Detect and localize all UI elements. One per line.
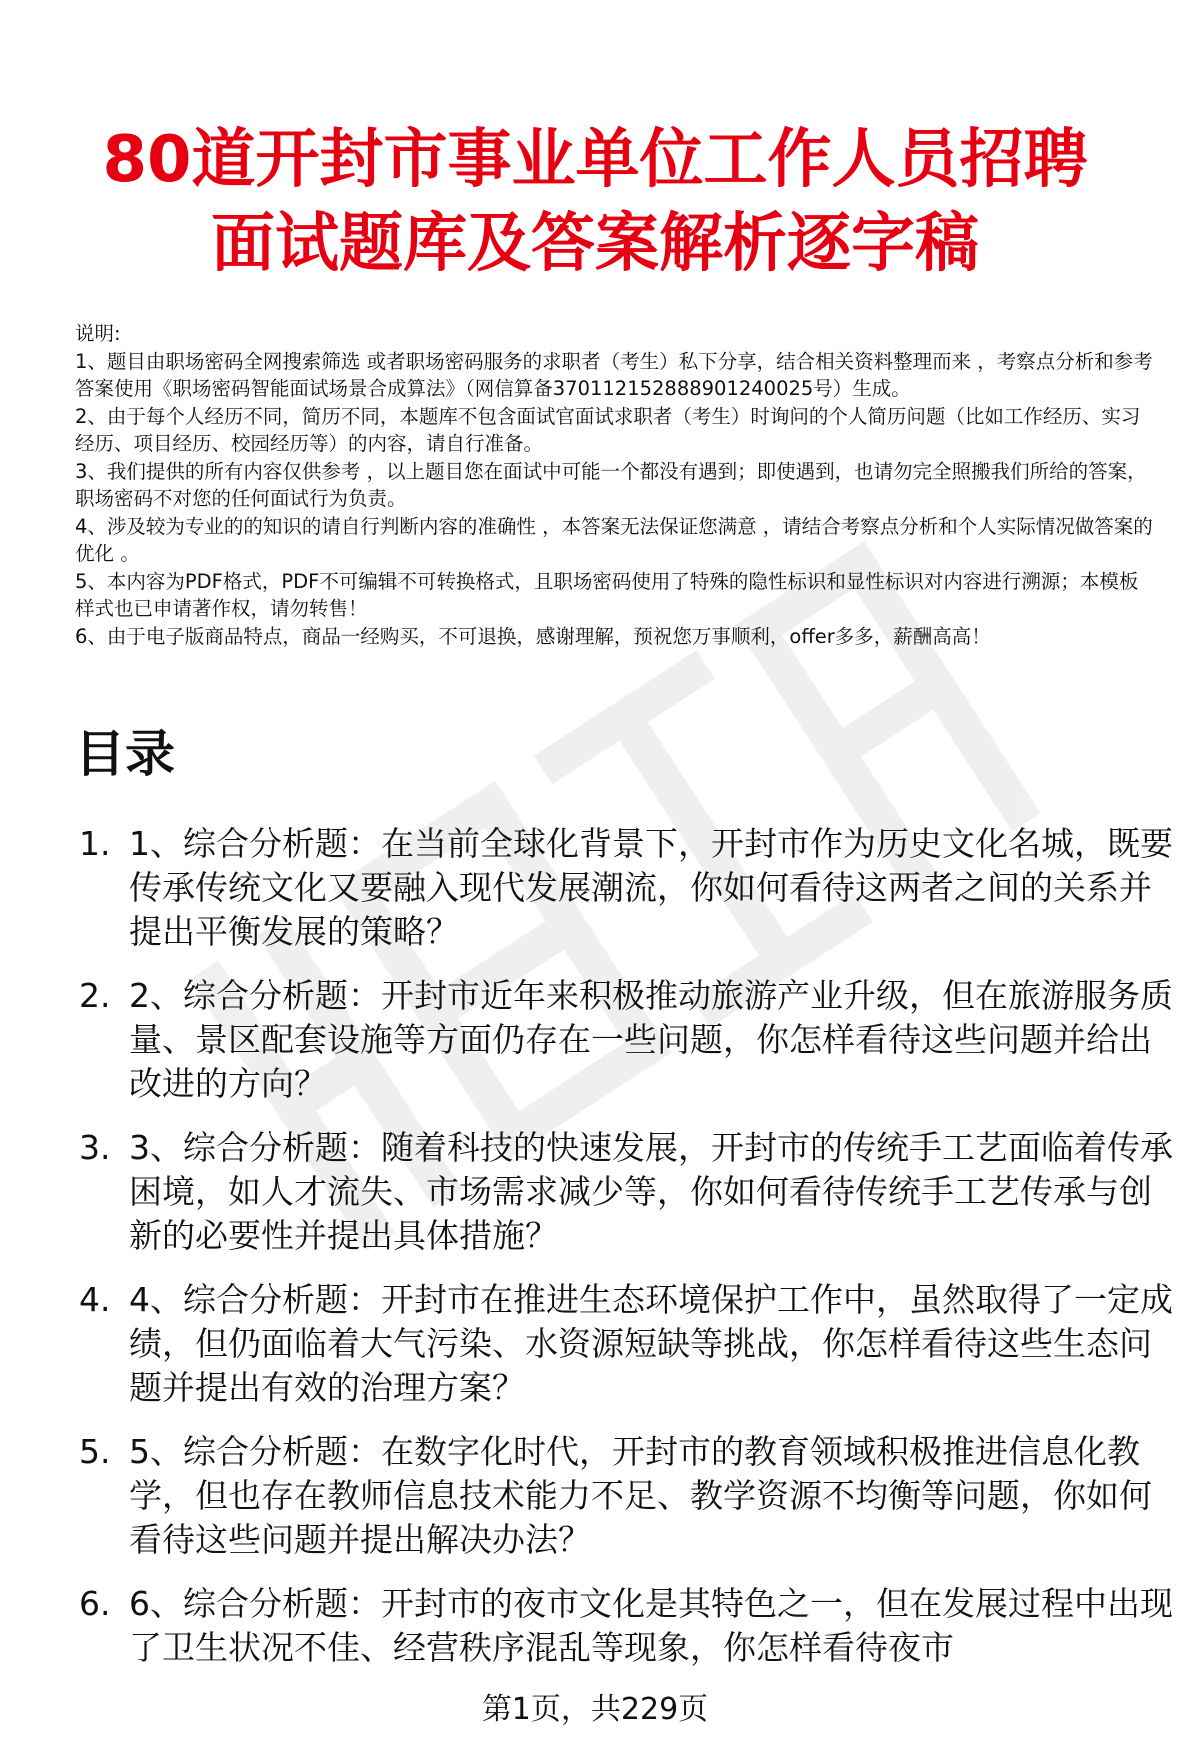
toc-item[interactable] [75, 822, 1175, 954]
toc-item-number: 1. [79, 824, 111, 863]
toc-item-text: 5、综合分析题：在数字化时代，开封市的教育领域积极推进信息化教学，但也存在教师信息技术能力不足、教学资源不均衡等问题，你如何看待这些问题并提出解决办法？ [129, 1432, 1152, 1559]
toc-item[interactable] [75, 1582, 1175, 1670]
toc-item-number: 3. [79, 1128, 111, 1167]
toc-item-text: 2、综合分析题：开封市近年来积极推动旅游产业升级，但在旅游服务质量、景区配套设施等方面仍存在一些问题，你怎样看待这些问题并给出改进的方向？ [129, 976, 1173, 1103]
note-item: 2、由于每个人经历不同，简历不同，本题库不包含面试官面试求职者（考生）时询问的个人简历问题（比如工作经历、实习经历、项目经历、校园经历等）的内容，请自行准备。 [75, 404, 1141, 455]
toc-item[interactable] [75, 974, 1175, 1106]
toc-item[interactable] [75, 1126, 1175, 1258]
toc-item-number: 4. [79, 1280, 111, 1319]
title-line-2: 面试题库及答案解析逐字稿 [211, 207, 979, 281]
toc-item[interactable] [75, 1430, 1175, 1562]
title-line-1: 80道开封市事业单位工作人员招聘 [102, 123, 1088, 197]
toc-list [75, 822, 1175, 1690]
toc-item-text: 4、综合分析题：开封市在推进生态环境保护工作中，虽然取得了一定成绩，但仍面临着大气污染、水资源短缺等挑战，你怎样看待这些生态问题并提出有效的治理方案？ [129, 1280, 1173, 1407]
page-number: 第1页，共229页 [481, 1692, 709, 1727]
note-item: 6、由于电子版商品特点，商品一经购买，不可退换，感谢理解，预祝您万事顺利，offer多多，薪酬高高！ [75, 624, 991, 648]
note-item: 3、我们提供的所有内容仅供参考 ，以上题目您在面试中可能一个都没有遇到；即使遇到，也请勿完全照搬我们所给的答案，职场密码不对您的任何面试行为负责。 [75, 459, 1147, 510]
note-item: 4、涉及较为专业的的知识的请自行判断内容的准确性 ，本答案无法保证您满意 ，请结合考察点分析和个人实际情况做答案的优化 。 [75, 514, 1153, 565]
toc-heading: 目录 [75, 725, 175, 783]
notes-heading: 说明: [75, 322, 121, 345]
toc-item-number: 6. [79, 1584, 111, 1623]
toc-item-number: 2. [79, 976, 111, 1015]
document-title [0, 118, 1190, 286]
note-item: 1、题目由职场密码全网搜索筛选 或者职场密码服务的求职者（考生）私下分享，结合相关资料整理而来 ，考察点分析和参考答案使用《职场密码智能面试场景合成算法》（网信算备370112152888901240025号）生成。 [75, 349, 1153, 400]
toc-item-text: 1、综合分析题：在当前全球化背景下，开封市作为历史文化名城，既要传承传统文化又要融入现代发展潮流，你如何看待这两者之间的关系并提出平衡发展的策略？ [129, 824, 1173, 951]
toc-item-number: 5. [79, 1432, 111, 1471]
note-item: 5、本内容为PDF格式，PDF不可编辑不可转换格式，且职场密码使用了特殊的隐性标识和显性标识对内容进行溯源；本模板样式也已申请著作权，请勿转售！ [75, 569, 1139, 620]
toc-item-text: 6、综合分析题：开封市的夜市文化是其特色之一，但在发展过程中出现了卫生状况不佳、经营秩序混乱等现象，你怎样看待夜市 [129, 1584, 1173, 1667]
toc-item-text: 3、综合分析题：随着科技的快速发展，开封市的传统手工艺面临着传承困境，如人才流失、市场需求减少等，你如何看待传统手工艺传承与创新的必要性并提出具体措施？ [129, 1128, 1173, 1255]
toc-item[interactable] [75, 1278, 1175, 1410]
notes-section [75, 320, 1157, 650]
